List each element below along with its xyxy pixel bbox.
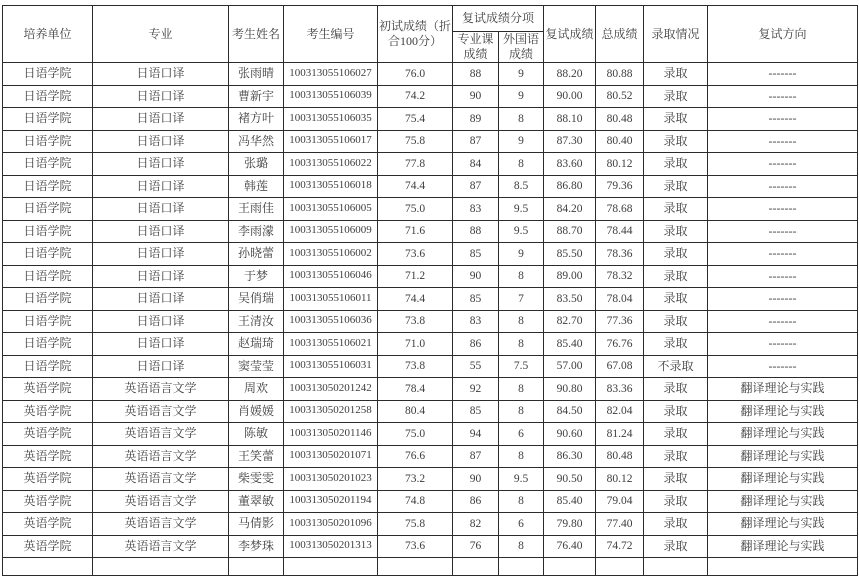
cell-major: 日语口译 [93, 288, 229, 311]
cell-course: 90 [453, 85, 499, 108]
cell-initial: 73.6 [378, 535, 453, 558]
table-row [3, 333, 858, 356]
cell-unit: 日语学院 [3, 355, 93, 378]
cell-id: 100313055106046 [284, 265, 378, 288]
cell-foreign: 8 [499, 490, 544, 513]
cell-course: 87 [453, 130, 499, 153]
cell-unit: 英语学院 [3, 400, 93, 423]
table-body [3, 63, 858, 558]
cell-major: 日语口译 [93, 243, 229, 266]
cell-initial: 73.8 [378, 355, 453, 378]
cell-major: 英语语言文学 [93, 468, 229, 491]
header-major: 专业 [93, 6, 229, 63]
cell-foreign: 8 [499, 378, 544, 401]
cell-unit: 英语学院 [3, 535, 93, 558]
cell-unit: 日语学院 [3, 310, 93, 333]
cell-name: 窦莹莹 [229, 355, 284, 378]
table-row [3, 243, 858, 266]
cell-foreign: 9.5 [499, 468, 544, 491]
cell-total: 76.76 [596, 333, 644, 356]
cell-course: 55 [453, 355, 499, 378]
cell-course: 83 [453, 310, 499, 333]
cell-initial: 80.4 [378, 400, 453, 423]
cell-id: 100313055106027 [284, 63, 378, 86]
cell-foreign: 9.5 [499, 198, 544, 221]
cell-name: 王雨佳 [229, 198, 284, 221]
table-row [3, 153, 858, 176]
header-foreign-language-score: 外国语成绩 [499, 32, 544, 63]
cell-initial: 75.8 [378, 130, 453, 153]
cell-unit: 日语学院 [3, 63, 93, 86]
header-row-top [3, 6, 858, 32]
table-row [3, 468, 858, 491]
cell-admission: 录取 [644, 310, 708, 333]
cell-foreign: 6 [499, 513, 544, 536]
cell-id: 100313055106022 [284, 153, 378, 176]
cell-major: 日语口译 [93, 333, 229, 356]
cell-foreign: 7.5 [499, 355, 544, 378]
table-row [3, 108, 858, 131]
cell-initial: 78.4 [378, 378, 453, 401]
cell-retest: 85.40 [544, 490, 596, 513]
cell-major: 日语口译 [93, 310, 229, 333]
cell-course: 85 [453, 400, 499, 423]
cell-direction: 翻译理论与实践 [708, 513, 858, 536]
cell-unit: 日语学院 [3, 175, 93, 198]
cell-course: 85 [453, 243, 499, 266]
cell-direction: ------- [708, 333, 858, 356]
cell-retest: 57.00 [544, 355, 596, 378]
cell-foreign: 9.5 [499, 220, 544, 243]
cell-name: 周欢 [229, 378, 284, 401]
cell-foreign: 9 [499, 85, 544, 108]
table-row [3, 265, 858, 288]
cell-direction: 翻译理论与实践 [708, 378, 858, 401]
cell-admission: 录取 [644, 175, 708, 198]
header-admission-status: 录取情况 [644, 6, 708, 63]
cell-course: 90 [453, 265, 499, 288]
cell-course: 90 [453, 468, 499, 491]
cell-unit: 日语学院 [3, 265, 93, 288]
cell-unit: 日语学院 [3, 288, 93, 311]
table-row [3, 175, 858, 198]
cell-unit: 日语学院 [3, 198, 93, 221]
header-course-score: 专业课成绩 [453, 32, 499, 63]
cell-admission: 录取 [644, 153, 708, 176]
cell-id: 100313055106009 [284, 220, 378, 243]
cell-unit: 日语学院 [3, 130, 93, 153]
table-row [3, 423, 858, 446]
cell-name: 董翠敏 [229, 490, 284, 513]
cell-direction: ------- [708, 63, 858, 86]
cell-direction: 翻译理论与实践 [708, 423, 858, 446]
cell-direction: ------- [708, 175, 858, 198]
cell-foreign: 8.5 [499, 175, 544, 198]
cell-retest: 88.20 [544, 63, 596, 86]
header-retest-score: 复试成绩 [544, 6, 596, 63]
table-row [3, 63, 858, 86]
cell-admission: 录取 [644, 85, 708, 108]
cell-retest: 87.30 [544, 130, 596, 153]
cell-id: 100313050201194 [284, 490, 378, 513]
cell-major: 英语语言文学 [93, 513, 229, 536]
table-row [3, 513, 858, 536]
cell-retest: 90.60 [544, 423, 596, 446]
cell-total: 80.48 [596, 108, 644, 131]
cell-direction: ------- [708, 243, 858, 266]
cell-foreign: 8 [499, 265, 544, 288]
cell-course: 88 [453, 220, 499, 243]
cell-foreign: 7 [499, 288, 544, 311]
table-row [3, 310, 858, 333]
cell-foreign: 9 [499, 130, 544, 153]
cell-initial: 75.8 [378, 513, 453, 536]
cell-retest: 89.00 [544, 265, 596, 288]
cell-initial: 71.2 [378, 265, 453, 288]
cell-admission: 录取 [644, 108, 708, 131]
cell-unit: 英语学院 [3, 423, 93, 446]
cell-initial: 75.0 [378, 198, 453, 221]
table-row [3, 400, 858, 423]
cell-major: 日语口译 [93, 130, 229, 153]
cell-name: 肖媛媛 [229, 400, 284, 423]
cell-retest: 84.50 [544, 400, 596, 423]
table-row [3, 355, 858, 378]
cell-foreign: 8 [499, 310, 544, 333]
cell-total: 74.72 [596, 535, 644, 558]
cell-major: 日语口译 [93, 63, 229, 86]
cell-admission: 录取 [644, 63, 708, 86]
cell-admission: 录取 [644, 513, 708, 536]
cell-foreign: 9 [499, 243, 544, 266]
cell-foreign: 8 [499, 400, 544, 423]
cell-retest: 79.80 [544, 513, 596, 536]
header-total-score: 总成绩 [596, 6, 644, 63]
cell-retest: 85.50 [544, 243, 596, 266]
cell-retest: 82.70 [544, 310, 596, 333]
header-retest-breakdown-group: 复试成绩分项 [453, 6, 544, 32]
cell-unit: 日语学院 [3, 243, 93, 266]
cell-foreign: 8 [499, 535, 544, 558]
cell-retest: 88.10 [544, 108, 596, 131]
header-retest-direction: 复试方向 [708, 6, 858, 63]
cell-id: 100313050201096 [284, 513, 378, 536]
cell-retest: 90.80 [544, 378, 596, 401]
cell-course: 89 [453, 108, 499, 131]
cell-admission: 录取 [644, 535, 708, 558]
cell-id: 100313055106017 [284, 130, 378, 153]
cell-name: 赵瑞琦 [229, 333, 284, 356]
cell-id: 100313055106035 [284, 108, 378, 131]
cell-id: 100313050201071 [284, 445, 378, 468]
cell-id: 100313055106002 [284, 243, 378, 266]
cell-unit: 日语学院 [3, 85, 93, 108]
cell-direction: ------- [708, 265, 858, 288]
cell-admission: 录取 [644, 490, 708, 513]
cell-admission: 录取 [644, 288, 708, 311]
cell-name: 王笑蕾 [229, 445, 284, 468]
cell-foreign: 8 [499, 153, 544, 176]
cell-initial: 71.6 [378, 220, 453, 243]
cell-id: 100313055106031 [284, 355, 378, 378]
cell-major: 英语语言文学 [93, 445, 229, 468]
table-row [3, 490, 858, 513]
cell-total: 80.88 [596, 63, 644, 86]
cell-total: 77.36 [596, 310, 644, 333]
table-row [3, 130, 858, 153]
cell-name: 韩莲 [229, 175, 284, 198]
cell-name: 孙晓蕾 [229, 243, 284, 266]
cell-name: 马倩影 [229, 513, 284, 536]
cell-admission: 录取 [644, 333, 708, 356]
cell-id: 100313050201023 [284, 468, 378, 491]
cell-major: 日语口译 [93, 220, 229, 243]
cell-major: 英语语言文学 [93, 490, 229, 513]
cell-initial: 77.8 [378, 153, 453, 176]
header-candidate-id: 考生编号 [284, 6, 378, 63]
cell-total: 80.48 [596, 445, 644, 468]
cell-major: 日语口译 [93, 355, 229, 378]
cell-retest: 85.40 [544, 333, 596, 356]
header-initial-score: 初试成绩（折合100分） [378, 6, 453, 63]
cell-unit: 英语学院 [3, 513, 93, 536]
cell-unit: 英语学院 [3, 490, 93, 513]
table-header [3, 6, 858, 63]
cell-foreign: 8 [499, 333, 544, 356]
cell-major: 日语口译 [93, 175, 229, 198]
cell-retest: 76.40 [544, 535, 596, 558]
cell-initial: 76.0 [378, 63, 453, 86]
cell-direction: ------- [708, 153, 858, 176]
cell-retest: 86.30 [544, 445, 596, 468]
cell-total: 83.36 [596, 378, 644, 401]
cell-course: 83 [453, 198, 499, 221]
cell-name: 褚方叶 [229, 108, 284, 131]
cell-id: 100313050201313 [284, 535, 378, 558]
cell-admission: 录取 [644, 423, 708, 446]
cell-direction: 翻译理论与实践 [708, 490, 858, 513]
cell-initial: 73.6 [378, 243, 453, 266]
cell-course: 87 [453, 445, 499, 468]
cell-major: 日语口译 [93, 198, 229, 221]
cell-name: 李雨濛 [229, 220, 284, 243]
cell-initial: 71.0 [378, 333, 453, 356]
cell-retest: 83.60 [544, 153, 596, 176]
cell-major: 日语口译 [93, 85, 229, 108]
table-row [3, 378, 858, 401]
cell-admission: 录取 [644, 468, 708, 491]
cell-total: 80.40 [596, 130, 644, 153]
cell-foreign: 6 [499, 423, 544, 446]
cell-id: 100313055106036 [284, 310, 378, 333]
cell-retest: 83.50 [544, 288, 596, 311]
cell-id: 100313050201258 [284, 400, 378, 423]
cell-unit: 英语学院 [3, 445, 93, 468]
cell-major: 英语语言文学 [93, 400, 229, 423]
cell-initial: 73.8 [378, 310, 453, 333]
table-row [3, 85, 858, 108]
cell-id: 100313055106018 [284, 175, 378, 198]
cell-name: 于梦 [229, 265, 284, 288]
cell-admission: 录取 [644, 243, 708, 266]
cell-major: 日语口译 [93, 108, 229, 131]
cell-unit: 日语学院 [3, 153, 93, 176]
cell-name: 陈敏 [229, 423, 284, 446]
cell-initial: 75.4 [378, 108, 453, 131]
cell-major: 日语口译 [93, 265, 229, 288]
cell-major: 日语口译 [93, 153, 229, 176]
cell-direction: 翻译理论与实践 [708, 535, 858, 558]
cell-id: 100313055106021 [284, 333, 378, 356]
cell-name: 李梦珠 [229, 535, 284, 558]
cell-direction: ------- [708, 108, 858, 131]
cell-retest: 84.20 [544, 198, 596, 221]
admission-results-table [2, 5, 858, 576]
cell-foreign: 8 [499, 445, 544, 468]
cell-major: 英语语言文学 [93, 378, 229, 401]
header-unit: 培养单位 [3, 6, 93, 63]
cell-retest: 88.70 [544, 220, 596, 243]
cell-direction: 翻译理论与实践 [708, 445, 858, 468]
cell-admission: 录取 [644, 400, 708, 423]
cell-id: 100313055106011 [284, 288, 378, 311]
cell-retest: 86.80 [544, 175, 596, 198]
cell-total: 79.36 [596, 175, 644, 198]
cell-admission: 录取 [644, 198, 708, 221]
cell-initial: 74.4 [378, 288, 453, 311]
cell-total: 78.32 [596, 265, 644, 288]
cell-initial: 76.6 [378, 445, 453, 468]
cell-course: 92 [453, 378, 499, 401]
cell-direction: ------- [708, 310, 858, 333]
cell-direction: ------- [708, 220, 858, 243]
table-row [3, 198, 858, 221]
cell-unit: 日语学院 [3, 333, 93, 356]
cell-name: 张璐 [229, 153, 284, 176]
cell-name: 张雨晴 [229, 63, 284, 86]
cell-major: 英语语言文学 [93, 535, 229, 558]
cell-direction: ------- [708, 288, 858, 311]
cell-admission: 录取 [644, 445, 708, 468]
cell-total: 82.04 [596, 400, 644, 423]
cell-admission: 不录取 [644, 355, 708, 378]
table-body-partial [3, 558, 858, 576]
cell-direction: 翻译理论与实践 [708, 468, 858, 491]
cell-retest: 90.50 [544, 468, 596, 491]
table-row [3, 220, 858, 243]
cell-course: 86 [453, 490, 499, 513]
cell-direction: 翻译理论与实践 [708, 400, 858, 423]
cell-course: 86 [453, 333, 499, 356]
table-row-partial [3, 558, 858, 576]
cell-total: 80.12 [596, 468, 644, 491]
cell-initial: 74.4 [378, 175, 453, 198]
cell-name: 柴雯雯 [229, 468, 284, 491]
cell-initial: 73.2 [378, 468, 453, 491]
cell-unit: 日语学院 [3, 108, 93, 131]
cell-direction: ------- [708, 198, 858, 221]
cell-total: 80.12 [596, 153, 644, 176]
cell-total: 67.08 [596, 355, 644, 378]
cell-total: 78.36 [596, 243, 644, 266]
cell-total: 79.04 [596, 490, 644, 513]
cell-direction: ------- [708, 85, 858, 108]
cell-admission: 录取 [644, 378, 708, 401]
header-candidate-name: 考生姓名 [229, 6, 284, 63]
cell-unit: 英语学院 [3, 468, 93, 491]
cell-name: 曹新宇 [229, 85, 284, 108]
cell-admission: 录取 [644, 220, 708, 243]
cell-foreign: 8 [499, 108, 544, 131]
cell-total: 80.52 [596, 85, 644, 108]
cell-name: 冯华然 [229, 130, 284, 153]
cell-name: 王清汝 [229, 310, 284, 333]
cell-total: 81.24 [596, 423, 644, 446]
cell-course: 87 [453, 175, 499, 198]
cell-admission: 录取 [644, 130, 708, 153]
cell-course: 76 [453, 535, 499, 558]
cell-direction: ------- [708, 130, 858, 153]
table-row [3, 535, 858, 558]
cell-retest: 90.00 [544, 85, 596, 108]
cell-course: 88 [453, 63, 499, 86]
cell-initial: 75.0 [378, 423, 453, 446]
cell-id: 100313055106039 [284, 85, 378, 108]
cell-total: 78.44 [596, 220, 644, 243]
table-row [3, 445, 858, 468]
cell-id: 100313055106005 [284, 198, 378, 221]
cell-course: 82 [453, 513, 499, 536]
cell-course: 84 [453, 153, 499, 176]
cell-total: 77.40 [596, 513, 644, 536]
cell-foreign: 9 [499, 63, 544, 86]
cell-total: 78.04 [596, 288, 644, 311]
cell-direction: ------- [708, 355, 858, 378]
cell-course: 85 [453, 288, 499, 311]
cell-course: 94 [453, 423, 499, 446]
cell-total: 78.68 [596, 198, 644, 221]
cell-admission: 录取 [644, 265, 708, 288]
cell-unit: 日语学院 [3, 220, 93, 243]
cell-initial: 74.2 [378, 85, 453, 108]
cell-initial: 74.8 [378, 490, 453, 513]
cell-id: 100313050201242 [284, 378, 378, 401]
table-row [3, 288, 858, 311]
cell-name: 吴俏瑞 [229, 288, 284, 311]
cell-unit: 英语学院 [3, 378, 93, 401]
cell-id: 100313050201146 [284, 423, 378, 446]
cell-major: 英语语言文学 [93, 423, 229, 446]
